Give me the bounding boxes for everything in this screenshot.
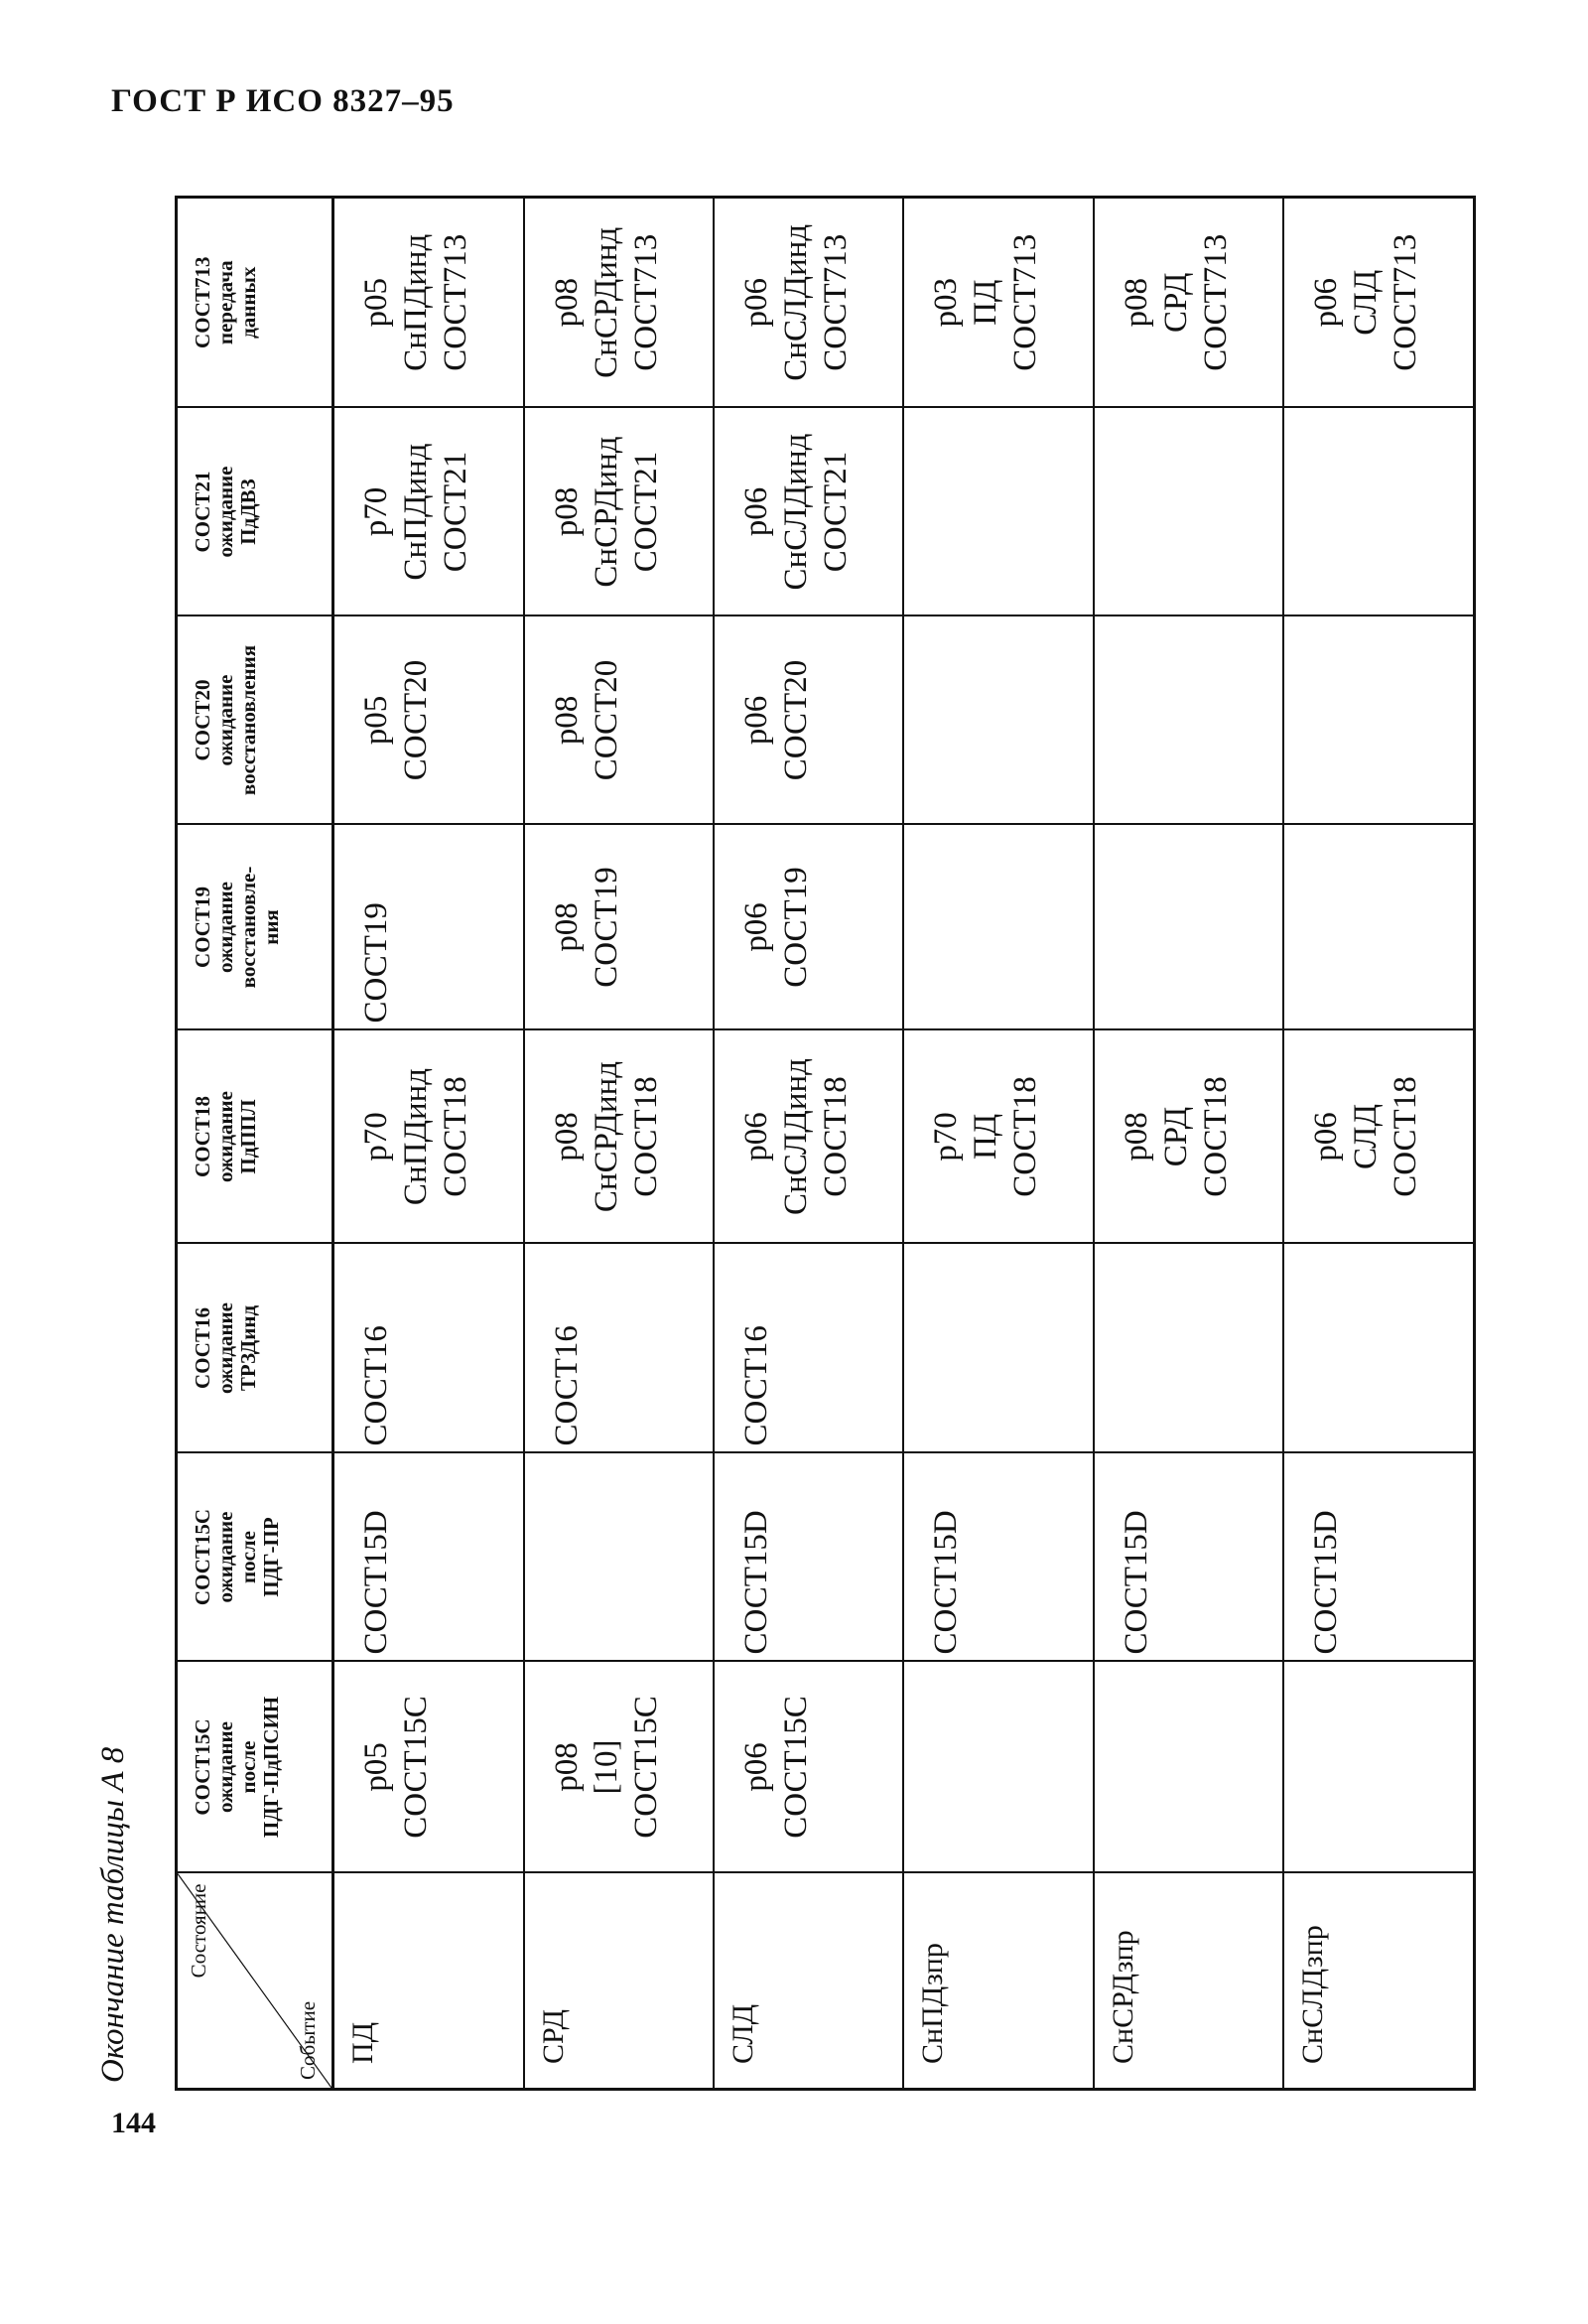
action-line: СнСЛДинд: [778, 433, 815, 591]
table-row: [1283, 198, 1474, 2090]
column-header-line: СОСТ15С: [191, 1718, 214, 1816]
action-line: СнСЛДинд: [778, 1058, 815, 1215]
document-title: ГОСТ Р ИСО 8327–95: [111, 83, 455, 119]
action-line: СОСТ20: [588, 659, 624, 781]
column-header-line: СОСТ18: [191, 1096, 214, 1177]
action-cell: [903, 616, 1093, 825]
column-header-c16: [177, 1244, 333, 1453]
action-line: р08: [548, 902, 585, 952]
action-line: р06: [738, 902, 775, 952]
action-cell: [524, 1662, 714, 1873]
action-cell: [1283, 1453, 1474, 1662]
action-line: СОСТ15D: [358, 1510, 394, 1655]
action-line: р70: [358, 1112, 394, 1162]
table-row: [524, 198, 714, 2090]
column-header-line: ПдППЛ: [236, 1099, 260, 1174]
action-cell: [1094, 616, 1283, 825]
action-cell: [1094, 1244, 1283, 1453]
action-line: СОСТ16: [738, 1325, 775, 1446]
action-cell: [333, 616, 524, 825]
action-cell: [333, 1244, 524, 1453]
action-line: р06: [738, 1112, 775, 1162]
column-header-line: ожидание: [213, 1302, 237, 1394]
action-line: СОСТ19: [778, 867, 815, 988]
action-cell: [524, 198, 714, 408]
column-header-line: ожидание: [213, 1091, 237, 1182]
action-line: СОСТ15С: [398, 1696, 434, 1839]
rotated-table-container: [175, 199, 1476, 2091]
action-cell: [333, 825, 524, 1030]
action-line: р70: [358, 486, 394, 537]
action-cell: [1094, 1662, 1283, 1873]
action-line: СОСТ18: [438, 1076, 473, 1197]
event-name-cell: ПД: [333, 1873, 524, 2090]
action-line: СОСТ15D: [738, 1510, 775, 1655]
column-header-line: восстановления: [236, 644, 260, 796]
column-header-line: ожидание: [213, 466, 237, 558]
action-line: р08: [1118, 278, 1154, 328]
column-header-line: после: [236, 1740, 260, 1794]
action-cell: [903, 1030, 1093, 1244]
column-header-line: восстановле-: [236, 866, 260, 989]
action-line: ПД: [968, 279, 1004, 326]
action-line: СОСТ18: [818, 1076, 855, 1197]
action-cell: [1283, 198, 1474, 408]
action-line: СнПДинд: [398, 233, 434, 371]
action-line: СнПДинд: [398, 1067, 434, 1206]
action-cell: [714, 1030, 903, 1244]
action-line: [10]: [588, 1739, 624, 1795]
action-line: СОСТ16: [548, 1325, 585, 1446]
action-line: ПД: [968, 1113, 1004, 1161]
action-cell: [714, 1453, 903, 1662]
action-line: СОСТ15D: [1308, 1510, 1345, 1655]
action-cell: [1283, 408, 1474, 616]
column-header-c19: [177, 825, 333, 1030]
action-line: СОСТ15D: [928, 1510, 965, 1655]
action-cell: [714, 1662, 903, 1873]
column-header-line: после: [236, 1530, 260, 1584]
action-cell: [1283, 1030, 1474, 1244]
action-cell: [524, 616, 714, 825]
action-cell: [1283, 1662, 1474, 1873]
column-header-line: СОСТ19: [191, 887, 214, 968]
action-cell: [903, 1662, 1093, 1873]
action-cell: [524, 825, 714, 1030]
action-line: СОСТ21: [627, 451, 664, 573]
action-cell: [333, 1453, 524, 1662]
action-cell: [714, 408, 903, 616]
action-cell: [903, 1244, 1093, 1453]
action-line: СОСТ19: [588, 867, 624, 988]
column-header-c15b: [177, 1453, 333, 1662]
action-cell: [714, 825, 903, 1030]
action-line: СОСТ16: [358, 1325, 394, 1446]
column-header-line: СОСТ15С: [191, 1508, 214, 1606]
action-cell: [903, 825, 1093, 1030]
column-header-line: ожидание: [213, 1511, 237, 1603]
action-line: СОСТ18: [627, 1076, 664, 1197]
action-line: СОСТ19: [358, 902, 394, 1024]
column-header-line: ПДГ-ПдПСИН: [259, 1696, 283, 1839]
action-line: СОСТ20: [398, 659, 434, 781]
action-line: р08: [548, 1112, 585, 1162]
action-line: р70: [928, 1112, 965, 1162]
action-cell: [333, 408, 524, 616]
table-header-row: [177, 198, 333, 2090]
corner-header-cell: [177, 1873, 333, 2090]
action-line: р08: [1118, 1112, 1154, 1162]
action-cell: [714, 1244, 903, 1453]
action-cell: [1094, 1030, 1283, 1244]
action-cell: [1283, 616, 1474, 825]
action-line: р06: [1308, 278, 1345, 328]
action-line: р08: [548, 1742, 585, 1792]
column-header-c15a: [177, 1662, 333, 1873]
action-line: СРД: [1157, 272, 1194, 333]
action-line: СОСТ15С: [627, 1696, 664, 1839]
action-cell: [333, 1662, 524, 1873]
action-cell: [714, 616, 903, 825]
action-cell: [524, 408, 714, 616]
action-line: СнСЛДинд: [778, 223, 815, 381]
action-cell: [1094, 825, 1283, 1030]
action-line: р03: [928, 278, 965, 328]
column-header-line: СОСТ16: [191, 1307, 214, 1389]
action-line: СнСРДинд: [588, 226, 624, 378]
action-line: СЛД: [1348, 1103, 1385, 1170]
action-cell: [1094, 408, 1283, 616]
table-row: [903, 198, 1093, 2090]
action-line: СОСТ713: [627, 233, 664, 371]
event-name-cell: СЛД: [714, 1873, 903, 2090]
action-line: р08: [548, 278, 585, 328]
action-line: р08: [548, 486, 585, 537]
action-line: р05: [358, 1742, 394, 1792]
action-line: р06: [1308, 1112, 1345, 1162]
action-line: СОСТ15D: [1118, 1510, 1154, 1655]
column-header-c18: [177, 1030, 333, 1244]
column-header-line: ПДГ-ПР: [259, 1517, 283, 1597]
table-row: [1094, 198, 1283, 2090]
action-cell: [1283, 1244, 1474, 1453]
event-name-cell: СнСЛДзпр: [1283, 1873, 1474, 2090]
action-line: СОСТ18: [1007, 1076, 1044, 1197]
column-header-c20: [177, 616, 333, 825]
action-cell: [714, 198, 903, 408]
action-cell: [524, 1453, 714, 1662]
column-header-line: ПдДВЗ: [236, 478, 260, 545]
column-header-line: данных: [236, 266, 260, 339]
column-header-line: ожидание: [213, 674, 237, 766]
column-header-line: ния: [259, 909, 283, 945]
action-cell: [1094, 1453, 1283, 1662]
action-cell: [333, 1030, 524, 1244]
action-line: р08: [548, 695, 585, 746]
page-number: 144: [111, 2107, 156, 2139]
column-header-line: передача: [213, 260, 237, 345]
column-header-line: СОСТ21: [191, 471, 214, 553]
action-line: СОСТ15С: [778, 1696, 815, 1839]
action-line: СОСТ20: [778, 659, 815, 781]
action-line: СЛД: [1348, 269, 1385, 336]
action-line: СОСТ713: [1388, 233, 1424, 371]
column-header-line: ожидание: [213, 882, 237, 973]
action-line: СОСТ713: [438, 233, 473, 371]
state-transition-table: [175, 196, 1476, 2091]
action-line: р06: [738, 695, 775, 746]
table-row: [714, 198, 903, 2090]
column-header-line: СОСТ20: [191, 679, 214, 761]
event-name-cell: СнСРДзпр: [1094, 1873, 1283, 2090]
action-line: СОСТ21: [438, 451, 473, 573]
action-cell: [903, 198, 1093, 408]
action-line: СОСТ713: [1197, 233, 1234, 371]
action-line: СОСТ21: [818, 451, 855, 573]
action-cell: [903, 408, 1093, 616]
action-cell: [1094, 198, 1283, 408]
action-cell: [524, 1244, 714, 1453]
action-line: СОСТ18: [1197, 1076, 1234, 1197]
action-line: р06: [738, 278, 775, 328]
action-cell: [903, 1453, 1093, 1662]
table-body: [333, 198, 1475, 2090]
action-line: СОСТ713: [1007, 233, 1044, 371]
event-name-cell: СнПДзпр: [903, 1873, 1093, 2090]
action-line: р05: [358, 695, 394, 746]
action-line: СОСТ18: [1388, 1076, 1424, 1197]
corner-state-label: Состояние: [187, 1883, 210, 1979]
table-row: [333, 198, 524, 2090]
action-line: СРД: [1157, 1106, 1194, 1167]
action-line: р05: [358, 278, 394, 328]
action-line: СнПДинд: [398, 443, 434, 581]
action-cell: [333, 198, 524, 408]
action-cell: [524, 1030, 714, 1244]
column-header-line: ожидание: [213, 1721, 237, 1813]
table-caption: Окончание таблицы А 8: [95, 1746, 131, 2083]
action-line: СнСРДинд: [588, 1060, 624, 1213]
column-header-line: ТРЗДинд: [236, 1304, 260, 1392]
event-name-cell: СРД: [524, 1873, 714, 2090]
action-line: СнСРДинд: [588, 436, 624, 588]
column-header-c713: [177, 198, 333, 408]
action-line: р06: [738, 486, 775, 537]
column-header-c21: [177, 408, 333, 616]
action-line: СОСТ713: [818, 233, 855, 371]
action-line: р06: [738, 1742, 775, 1792]
corner-event-label: Событие: [296, 2000, 320, 2080]
action-cell: [1283, 825, 1474, 1030]
column-header-line: СОСТ713: [191, 256, 214, 348]
